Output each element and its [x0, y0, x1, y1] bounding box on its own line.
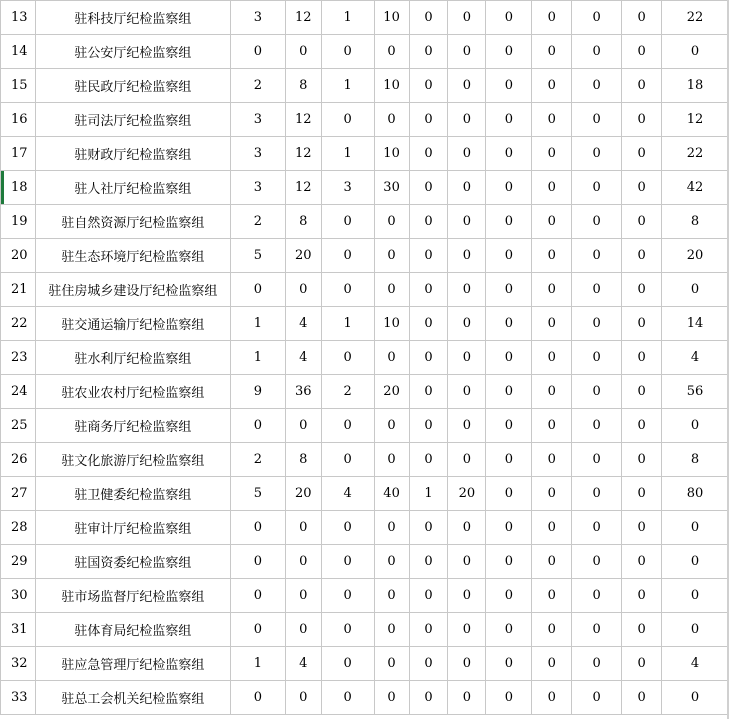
- unit-name-cell[interactable]: 驻科技厅纪检监察组: [35, 1, 230, 35]
- value-cell[interactable]: 0: [374, 579, 409, 613]
- value-cell[interactable]: 40: [374, 477, 409, 511]
- value-cell[interactable]: 0: [532, 341, 572, 375]
- value-cell[interactable]: 1: [321, 137, 374, 171]
- value-cell[interactable]: 0: [409, 613, 448, 647]
- value-cell[interactable]: 0: [486, 443, 532, 477]
- value-cell[interactable]: 0: [622, 307, 662, 341]
- value-cell[interactable]: 0: [409, 171, 448, 205]
- value-cell[interactable]: 0: [230, 613, 285, 647]
- value-cell[interactable]: 0: [448, 579, 486, 613]
- value-cell[interactable]: 0: [622, 647, 662, 681]
- value-cell[interactable]: 0: [532, 579, 572, 613]
- value-cell[interactable]: 0: [448, 511, 486, 545]
- row-number-cell[interactable]: 31: [1, 613, 36, 647]
- value-cell[interactable]: 0: [622, 137, 662, 171]
- value-cell[interactable]: 0: [321, 103, 374, 137]
- value-cell[interactable]: 0: [622, 1, 662, 35]
- value-cell[interactable]: 0: [532, 1, 572, 35]
- total-cell[interactable]: 22: [662, 137, 729, 171]
- value-cell[interactable]: 8: [285, 443, 321, 477]
- value-cell[interactable]: 0: [572, 681, 622, 715]
- value-cell[interactable]: 0: [532, 477, 572, 511]
- total-cell[interactable]: 8: [662, 205, 729, 239]
- value-cell[interactable]: 0: [409, 137, 448, 171]
- value-cell[interactable]: 0: [572, 477, 622, 511]
- total-cell[interactable]: 42: [662, 171, 729, 205]
- value-cell[interactable]: 0: [230, 579, 285, 613]
- table-row: [1, 545, 729, 579]
- value-cell[interactable]: 0: [448, 1, 486, 35]
- value-cell[interactable]: 0: [572, 273, 622, 307]
- value-cell[interactable]: 0: [409, 511, 448, 545]
- value-cell[interactable]: 8: [285, 205, 321, 239]
- value-cell[interactable]: 0: [622, 205, 662, 239]
- value-cell[interactable]: 0: [448, 681, 486, 715]
- value-cell[interactable]: 0: [448, 137, 486, 171]
- row-number-cell[interactable]: 19: [1, 205, 36, 239]
- value-cell[interactable]: 0: [321, 511, 374, 545]
- value-cell[interactable]: 0: [622, 69, 662, 103]
- value-cell[interactable]: 0: [486, 35, 532, 69]
- row-number-cell[interactable]: 21: [1, 273, 36, 307]
- value-cell[interactable]: 0: [486, 307, 532, 341]
- value-cell[interactable]: 3: [321, 171, 374, 205]
- value-cell[interactable]: 0: [572, 375, 622, 409]
- value-cell[interactable]: 0: [374, 647, 409, 681]
- table-row: [1, 35, 729, 69]
- value-cell[interactable]: 0: [448, 545, 486, 579]
- row-number-cell[interactable]: 23: [1, 341, 36, 375]
- value-cell[interactable]: 0: [622, 443, 662, 477]
- row-number-cell[interactable]: 30: [1, 579, 36, 613]
- value-cell[interactable]: 0: [486, 613, 532, 647]
- value-cell[interactable]: 0: [572, 239, 622, 273]
- value-cell[interactable]: 0: [622, 171, 662, 205]
- value-cell[interactable]: 0: [486, 375, 532, 409]
- total-cell[interactable]: 4: [662, 341, 729, 375]
- value-cell[interactable]: 0: [230, 511, 285, 545]
- value-cell[interactable]: 1: [230, 307, 285, 341]
- total-cell[interactable]: 8: [662, 443, 729, 477]
- total-cell[interactable]: 12: [662, 103, 729, 137]
- row-number-cell[interactable]: 24: [1, 375, 36, 409]
- table-row: [1, 205, 729, 239]
- value-cell[interactable]: 0: [285, 35, 321, 69]
- value-cell[interactable]: 0: [285, 409, 321, 443]
- value-cell[interactable]: 1: [230, 647, 285, 681]
- value-cell[interactable]: 0: [622, 545, 662, 579]
- value-cell[interactable]: 4: [285, 341, 321, 375]
- value-cell[interactable]: 0: [230, 409, 285, 443]
- value-cell[interactable]: 0: [321, 341, 374, 375]
- value-cell[interactable]: 0: [448, 375, 486, 409]
- table-row: [1, 273, 729, 307]
- value-cell[interactable]: 1: [230, 341, 285, 375]
- row-number-cell[interactable]: 33: [1, 681, 36, 715]
- unit-name-cell[interactable]: 驻住房城乡建设厅纪检监察组: [35, 273, 230, 307]
- value-cell[interactable]: 0: [321, 681, 374, 715]
- value-cell[interactable]: 0: [409, 375, 448, 409]
- value-cell[interactable]: 9: [230, 375, 285, 409]
- unit-name-cell[interactable]: 驻人社厅纪检监察组: [35, 171, 230, 205]
- unit-name-cell[interactable]: 驻公安厅纪检监察组: [35, 35, 230, 69]
- row-number-cell[interactable]: 13: [1, 1, 36, 35]
- unit-name-cell[interactable]: 驻国资委纪检监察组: [35, 545, 230, 579]
- value-cell[interactable]: 0: [486, 69, 532, 103]
- value-cell[interactable]: 0: [622, 35, 662, 69]
- value-cell[interactable]: 0: [622, 579, 662, 613]
- value-cell[interactable]: 10: [374, 137, 409, 171]
- value-cell[interactable]: 0: [486, 239, 532, 273]
- value-cell[interactable]: 0: [622, 239, 662, 273]
- value-cell[interactable]: 2: [230, 205, 285, 239]
- table-row: [1, 647, 729, 681]
- row-number-cell[interactable]: 14: [1, 35, 36, 69]
- row-number-cell[interactable]: 17: [1, 137, 36, 171]
- unit-name-cell[interactable]: 驻文化旅游厅纪检监察组: [35, 443, 230, 477]
- unit-name-cell[interactable]: 驻交通运输厅纪检监察组: [35, 307, 230, 341]
- value-cell[interactable]: 12: [285, 171, 321, 205]
- value-cell[interactable]: 0: [622, 613, 662, 647]
- value-cell[interactable]: 0: [532, 273, 572, 307]
- value-cell[interactable]: 0: [572, 545, 622, 579]
- value-cell[interactable]: 3: [230, 137, 285, 171]
- value-cell[interactable]: 0: [486, 579, 532, 613]
- value-cell[interactable]: 0: [532, 35, 572, 69]
- value-cell[interactable]: 0: [532, 69, 572, 103]
- value-cell[interactable]: 0: [409, 443, 448, 477]
- value-cell[interactable]: 0: [448, 307, 486, 341]
- value-cell[interactable]: 0: [285, 579, 321, 613]
- row-number-cell[interactable]: 28: [1, 511, 36, 545]
- value-cell[interactable]: 2: [321, 375, 374, 409]
- unit-name-cell[interactable]: 驻司法厅纪检监察组: [35, 103, 230, 137]
- value-cell[interactable]: 0: [622, 511, 662, 545]
- value-cell[interactable]: 0: [532, 307, 572, 341]
- unit-name-cell[interactable]: 驻自然资源厅纪检监察组: [35, 205, 230, 239]
- value-cell[interactable]: 8: [285, 69, 321, 103]
- value-cell[interactable]: 0: [486, 647, 532, 681]
- value-cell[interactable]: 0: [532, 613, 572, 647]
- value-cell[interactable]: 0: [374, 681, 409, 715]
- table-body: [1, 1, 729, 715]
- value-cell[interactable]: 0: [374, 35, 409, 69]
- value-cell[interactable]: 0: [532, 205, 572, 239]
- value-cell[interactable]: 0: [622, 681, 662, 715]
- value-cell[interactable]: 0: [409, 307, 448, 341]
- table-row: [1, 69, 729, 103]
- value-cell[interactable]: 0: [572, 171, 622, 205]
- value-cell[interactable]: 5: [230, 239, 285, 273]
- total-cell[interactable]: 18: [662, 69, 729, 103]
- value-cell[interactable]: 0: [321, 35, 374, 69]
- value-cell[interactable]: 0: [448, 171, 486, 205]
- value-cell[interactable]: 0: [532, 647, 572, 681]
- value-cell[interactable]: 0: [409, 579, 448, 613]
- row-number-cell[interactable]: 27: [1, 477, 36, 511]
- value-cell[interactable]: 0: [572, 35, 622, 69]
- value-cell[interactable]: 0: [285, 545, 321, 579]
- value-cell[interactable]: 20: [285, 477, 321, 511]
- value-cell[interactable]: 10: [374, 1, 409, 35]
- value-cell[interactable]: 0: [321, 205, 374, 239]
- value-cell[interactable]: 10: [374, 307, 409, 341]
- value-cell[interactable]: 0: [486, 341, 532, 375]
- row-number-cell[interactable]: 18: [1, 171, 36, 205]
- value-cell[interactable]: 0: [622, 103, 662, 137]
- unit-name-cell[interactable]: 驻卫健委纪检监察组: [35, 477, 230, 511]
- value-cell[interactable]: 0: [230, 273, 285, 307]
- value-cell[interactable]: 0: [622, 409, 662, 443]
- value-cell[interactable]: 0: [409, 1, 448, 35]
- table-row: [1, 477, 729, 511]
- value-cell[interactable]: 0: [409, 103, 448, 137]
- value-cell[interactable]: 1: [321, 69, 374, 103]
- total-cell[interactable]: 14: [662, 307, 729, 341]
- value-cell[interactable]: 1: [321, 307, 374, 341]
- value-cell[interactable]: 0: [409, 341, 448, 375]
- total-cell[interactable]: 56: [662, 375, 729, 409]
- value-cell[interactable]: 0: [374, 273, 409, 307]
- value-cell[interactable]: 0: [321, 579, 374, 613]
- total-cell[interactable]: 80: [662, 477, 729, 511]
- table-row: [1, 341, 729, 375]
- value-cell[interactable]: 0: [448, 613, 486, 647]
- value-cell[interactable]: 12: [285, 137, 321, 171]
- value-cell[interactable]: 0: [622, 477, 662, 511]
- value-cell[interactable]: 0: [572, 341, 622, 375]
- value-cell[interactable]: 0: [486, 545, 532, 579]
- value-cell[interactable]: 0: [486, 205, 532, 239]
- value-cell[interactable]: 0: [409, 273, 448, 307]
- value-cell[interactable]: 1: [321, 1, 374, 35]
- value-cell[interactable]: 0: [448, 647, 486, 681]
- value-cell[interactable]: 0: [572, 647, 622, 681]
- value-cell[interactable]: 20: [285, 239, 321, 273]
- row-number-cell[interactable]: 32: [1, 647, 36, 681]
- row-number-cell[interactable]: 29: [1, 545, 36, 579]
- value-cell[interactable]: 0: [572, 1, 622, 35]
- value-cell[interactable]: 0: [374, 341, 409, 375]
- value-cell[interactable]: 0: [486, 409, 532, 443]
- unit-name-cell[interactable]: 驻总工会机关纪检监察组: [35, 681, 230, 715]
- value-cell[interactable]: 0: [374, 103, 409, 137]
- value-cell[interactable]: 0: [409, 647, 448, 681]
- total-cell[interactable]: 0: [662, 273, 729, 307]
- value-cell[interactable]: 0: [448, 69, 486, 103]
- total-cell[interactable]: 0: [662, 681, 729, 715]
- value-cell[interactable]: 0: [285, 511, 321, 545]
- total-cell[interactable]: 0: [662, 579, 729, 613]
- value-cell[interactable]: 0: [409, 239, 448, 273]
- table-row: [1, 681, 729, 715]
- value-cell[interactable]: 0: [285, 613, 321, 647]
- value-cell[interactable]: 0: [532, 137, 572, 171]
- value-cell[interactable]: 0: [374, 511, 409, 545]
- value-cell[interactable]: 0: [321, 613, 374, 647]
- row-number-cell[interactable]: 25: [1, 409, 36, 443]
- value-cell[interactable]: 0: [285, 273, 321, 307]
- row-number-cell[interactable]: 16: [1, 103, 36, 137]
- unit-name-cell[interactable]: 驻商务厅纪检监察组: [35, 409, 230, 443]
- total-cell[interactable]: 0: [662, 511, 729, 545]
- unit-name-cell[interactable]: 驻应急管理厅纪检监察组: [35, 647, 230, 681]
- total-cell[interactable]: 0: [662, 35, 729, 69]
- value-cell[interactable]: 0: [285, 681, 321, 715]
- table-row: [1, 613, 729, 647]
- value-cell[interactable]: 0: [230, 545, 285, 579]
- unit-name-cell[interactable]: 驻生态环境厅纪检监察组: [35, 239, 230, 273]
- value-cell[interactable]: 0: [572, 579, 622, 613]
- value-cell[interactable]: 0: [532, 239, 572, 273]
- unit-name-cell[interactable]: 驻民政厅纪检监察组: [35, 69, 230, 103]
- value-cell[interactable]: 0: [572, 443, 622, 477]
- value-cell[interactable]: 0: [532, 103, 572, 137]
- value-cell[interactable]: 0: [486, 681, 532, 715]
- unit-name-cell[interactable]: 驻体育局纪检监察组: [35, 613, 230, 647]
- value-cell[interactable]: 0: [532, 409, 572, 443]
- value-cell[interactable]: 4: [285, 307, 321, 341]
- value-cell[interactable]: 0: [448, 341, 486, 375]
- row-number-cell[interactable]: 22: [1, 307, 36, 341]
- total-cell[interactable]: 0: [662, 613, 729, 647]
- value-cell[interactable]: 0: [486, 477, 532, 511]
- row-number-cell[interactable]: 26: [1, 443, 36, 477]
- unit-name-cell[interactable]: 驻市场监督厅纪检监察组: [35, 579, 230, 613]
- value-cell[interactable]: 0: [374, 205, 409, 239]
- value-cell[interactable]: 0: [486, 137, 532, 171]
- value-cell[interactable]: 0: [321, 409, 374, 443]
- value-cell[interactable]: 0: [622, 273, 662, 307]
- value-cell[interactable]: 20: [374, 375, 409, 409]
- value-cell[interactable]: 0: [230, 35, 285, 69]
- value-cell[interactable]: 0: [321, 273, 374, 307]
- value-cell[interactable]: 1: [409, 477, 448, 511]
- value-cell[interactable]: 0: [572, 511, 622, 545]
- value-cell[interactable]: 0: [448, 239, 486, 273]
- table-row: [1, 375, 729, 409]
- unit-name-cell[interactable]: 驻农业农村厅纪检监察组: [35, 375, 230, 409]
- value-cell[interactable]: 0: [321, 239, 374, 273]
- value-cell[interactable]: 0: [572, 137, 622, 171]
- value-cell[interactable]: 0: [572, 205, 622, 239]
- unit-name-cell[interactable]: 驻审计厅纪检监察组: [35, 511, 230, 545]
- value-cell[interactable]: 0: [532, 511, 572, 545]
- value-cell[interactable]: 0: [321, 443, 374, 477]
- value-cell[interactable]: 0: [374, 613, 409, 647]
- value-cell[interactable]: 0: [448, 443, 486, 477]
- value-cell[interactable]: 0: [532, 545, 572, 579]
- value-cell[interactable]: 12: [285, 103, 321, 137]
- value-cell[interactable]: 0: [321, 545, 374, 579]
- row-number-cell[interactable]: 20: [1, 239, 36, 273]
- value-cell[interactable]: 3: [230, 103, 285, 137]
- value-cell[interactable]: 0: [532, 443, 572, 477]
- row-number-cell[interactable]: 15: [1, 69, 36, 103]
- value-cell[interactable]: 20: [448, 477, 486, 511]
- value-cell[interactable]: 0: [409, 545, 448, 579]
- total-cell[interactable]: 22: [662, 1, 729, 35]
- value-cell[interactable]: 0: [572, 307, 622, 341]
- table-row: [1, 579, 729, 613]
- value-cell[interactable]: 5: [230, 477, 285, 511]
- value-cell[interactable]: 2: [230, 69, 285, 103]
- unit-name-cell[interactable]: 驻财政厅纪检监察组: [35, 137, 230, 171]
- value-cell[interactable]: 0: [486, 171, 532, 205]
- value-cell[interactable]: 0: [622, 375, 662, 409]
- value-cell[interactable]: 3: [230, 171, 285, 205]
- value-cell[interactable]: 0: [321, 647, 374, 681]
- value-cell[interactable]: 0: [486, 273, 532, 307]
- total-cell[interactable]: 20: [662, 239, 729, 273]
- table-row: [1, 307, 729, 341]
- table-row: [1, 103, 729, 137]
- value-cell[interactable]: 4: [285, 647, 321, 681]
- value-cell[interactable]: 3: [230, 1, 285, 35]
- value-cell[interactable]: 0: [409, 681, 448, 715]
- value-cell[interactable]: 0: [448, 103, 486, 137]
- value-cell[interactable]: 2: [230, 443, 285, 477]
- value-cell[interactable]: 0: [374, 545, 409, 579]
- value-cell[interactable]: 0: [532, 681, 572, 715]
- value-cell[interactable]: 0: [448, 205, 486, 239]
- value-cell[interactable]: 0: [532, 375, 572, 409]
- value-cell[interactable]: 0: [448, 35, 486, 69]
- value-cell[interactable]: 4: [321, 477, 374, 511]
- table-row: [1, 239, 729, 273]
- table-row: [1, 1, 729, 35]
- table-row: [1, 511, 729, 545]
- value-cell[interactable]: 0: [374, 443, 409, 477]
- value-cell[interactable]: 0: [409, 69, 448, 103]
- value-cell[interactable]: 0: [230, 681, 285, 715]
- value-cell[interactable]: 36: [285, 375, 321, 409]
- value-cell[interactable]: 0: [374, 409, 409, 443]
- value-cell[interactable]: 0: [486, 511, 532, 545]
- table-row: [1, 443, 729, 477]
- value-cell[interactable]: 0: [409, 35, 448, 69]
- value-cell[interactable]: 0: [532, 171, 572, 205]
- value-cell[interactable]: 0: [486, 1, 532, 35]
- value-cell[interactable]: 0: [572, 613, 622, 647]
- total-cell[interactable]: 4: [662, 647, 729, 681]
- table-row: [1, 409, 729, 443]
- value-cell[interactable]: 0: [374, 239, 409, 273]
- table-row: [1, 171, 729, 205]
- value-cell[interactable]: 0: [622, 341, 662, 375]
- value-cell[interactable]: 0: [572, 409, 622, 443]
- value-cell[interactable]: 0: [572, 103, 622, 137]
- value-cell[interactable]: 0: [409, 205, 448, 239]
- value-cell[interactable]: 12: [285, 1, 321, 35]
- total-cell[interactable]: 0: [662, 545, 729, 579]
- value-cell[interactable]: 0: [486, 103, 532, 137]
- table-row: [1, 137, 729, 171]
- unit-name-cell[interactable]: 驻水利厅纪检监察组: [35, 341, 230, 375]
- value-cell[interactable]: 0: [409, 409, 448, 443]
- value-cell[interactable]: 0: [572, 69, 622, 103]
- value-cell[interactable]: 30: [374, 171, 409, 205]
- value-cell[interactable]: 0: [448, 409, 486, 443]
- value-cell[interactable]: 0: [448, 273, 486, 307]
- total-cell[interactable]: 0: [662, 409, 729, 443]
- value-cell[interactable]: 10: [374, 69, 409, 103]
